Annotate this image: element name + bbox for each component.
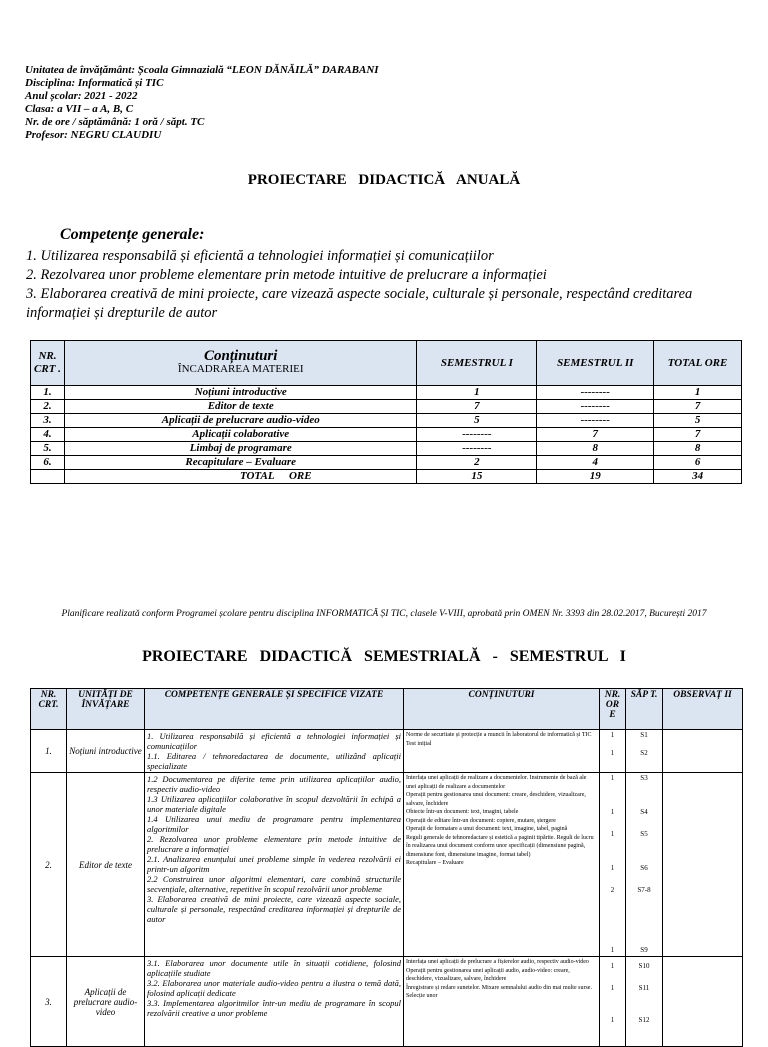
- discipline-line: Disciplina: Informatică și TIC: [25, 77, 164, 89]
- total-sem2: 19: [537, 470, 654, 484]
- competence-item: 1. Utilizarea responsabilă și eficientă a tehnologiei informației și comunicațiilor: [26, 248, 494, 264]
- row-unit: Editor de texte: [67, 773, 145, 957]
- row-competences: [145, 773, 404, 957]
- school-year-line: Anul școlar: 2021 - 2022: [25, 90, 138, 102]
- content-text: Norme de securitate și protecție a muncii în laboratorul de informatică și TIC: [406, 732, 592, 738]
- content-text: Înregistrare și redare sunetelor. Mixare semnalului audio din mai multe surse. Selecție unor: [406, 984, 592, 999]
- row-nr: 3.: [31, 957, 67, 1047]
- annual-table-header: [31, 341, 742, 386]
- content-text: Reguli generale de tehnoredactare și estetică a paginii tipărite. Reguli de lucru în realizarea unui document conform unor specificații (dimensiune pagină, dimensiune font, dimensiune imagine, format tabel): [406, 834, 594, 858]
- hours-value: 1: [610, 749, 615, 757]
- content-text: Interfața unei aplicații de realizare a documentelor. Instrumente de bază ale unei aplicații de realizare a documentelor: [406, 775, 587, 790]
- row-name: Noțiuni introductive: [64, 386, 417, 400]
- total-sem1: 15: [417, 470, 537, 484]
- content-text: Operații pentru gestionarea unui document: creare, deschidere, vizualizare, salvare, închidere: [406, 792, 586, 807]
- row-weeks: [626, 957, 663, 1047]
- row-total: 6: [654, 456, 742, 470]
- teacher-line: Profesor: NEGRU CLAUDIU: [25, 129, 162, 141]
- hours-value: 1: [610, 1016, 615, 1024]
- competence-text: 1. Utilizarea responsabilă și eficientă a tehnologiei informației și comunicațiilor: [147, 731, 401, 751]
- table-row: [31, 730, 743, 773]
- planning-note: Planificare realizată conform Programei școlare pentru disciplina INFORMATICĂ ȘI TIC, clasele V-VIII, aprobată prin OMEN Nr. 3393 din 28.02.2017, București 2017: [61, 609, 707, 619]
- hours-value: 2: [610, 886, 615, 894]
- competence-text: 1.1. Editarea / tehnoredactarea de documente, utilizând aplicații specializate: [147, 751, 401, 771]
- table-row: [31, 773, 743, 957]
- row-nr: 1.: [31, 386, 65, 400]
- annual-title: PROIECTARE DIDACTICĂ ANUALĂ: [247, 172, 521, 188]
- row-nr: 2.: [31, 773, 67, 957]
- table-row: [31, 428, 742, 442]
- table-row: [31, 400, 742, 414]
- table-row: [31, 442, 742, 456]
- week-value: S1: [640, 731, 648, 739]
- row-sem2: --------: [537, 400, 654, 414]
- general-competences-heading: Competențe generale:: [60, 226, 205, 243]
- school-line: Unitatea de învățământ: Școala Gimnazială “LEON DĂNĂILĂ” DARABANI: [25, 64, 379, 76]
- week-value: S10: [638, 962, 650, 970]
- annual-table: [30, 340, 742, 484]
- week-value: S2: [640, 749, 648, 757]
- row-observations: [663, 773, 743, 957]
- competence-text: 3.3. Implementarea algoritmilor într-un mediu de programare în scopul rezolvării creative a unor probleme: [147, 998, 401, 1018]
- document-header: [25, 64, 379, 142]
- hours-value: 1: [610, 946, 615, 954]
- content-text: Test inițial: [406, 740, 432, 747]
- content-text: Operații pentru gestionarea unei aplicații audio, audio-video: creare, deschidere, vizualizare, salvare, închidere: [406, 967, 570, 982]
- header-sem2: SEMESTRUL II: [537, 341, 654, 386]
- hours-value: 1: [610, 864, 615, 872]
- row-observations: [663, 730, 743, 773]
- row-sem2: --------: [537, 386, 654, 400]
- week-value: S6: [640, 864, 648, 872]
- hours-line: Nr. de ore / săptămână: 1 oră / săpt. TC: [25, 116, 205, 128]
- row-sem1: 2: [417, 456, 537, 470]
- content-text: Interfața unei aplicații de prelucrare a fișierelor audio, respectiv audio-video: [406, 959, 589, 965]
- competence-item: 2. Rezolvarea unor probleme elementare prin metode intuitive de prelucrare a informației: [26, 267, 547, 283]
- general-competences-list: [26, 247, 746, 323]
- content-text: Obiecte într-un document: text, imagini, tabele: [406, 809, 519, 815]
- header-week: SĂP T.: [626, 689, 663, 730]
- competence-text: 1.4 Utilizarea unui mediu de programare pentru implementarea algoritmilor: [147, 814, 401, 834]
- row-nr: 1.: [31, 730, 67, 773]
- competence-text: 1.3 Utilizarea aplicațiilor colaborative în scopul dezvoltării în echipă a unor materiale digitale: [147, 794, 401, 814]
- week-value: S12: [638, 1016, 650, 1024]
- row-competences: [145, 957, 404, 1047]
- row-name: Aplicații de prelucrare audio-video: [64, 414, 417, 428]
- competence-text: 2.2 Construirea unor algoritmi elementari, care combină structurile secvențiale, alternative, repetitive în scopul rezolvării unor probleme: [147, 874, 401, 894]
- week-value: S9: [640, 946, 648, 954]
- total-total: 34: [654, 470, 742, 484]
- semester-title: PROIECTARE DIDACTICĂ SEMESTRIALĂ - SEMESTRUL I: [142, 648, 626, 665]
- row-weeks: [626, 730, 663, 773]
- row-total: 1: [654, 386, 742, 400]
- row-hours: [600, 773, 626, 957]
- content-text: Recapitulare – Evaluare: [406, 860, 464, 866]
- week-value: S11: [638, 984, 650, 992]
- header-content: [64, 341, 417, 386]
- row-nr: 3.: [31, 414, 65, 428]
- hours-value: 1: [610, 962, 615, 970]
- row-sem1: --------: [417, 442, 537, 456]
- row-weeks: [626, 773, 663, 957]
- row-competences: [145, 730, 404, 773]
- header-unit: UNITĂȚI DE ÎNVĂȚARE: [67, 689, 145, 730]
- row-sem1: 5: [417, 414, 537, 428]
- competence-text: 3.2. Elaborarea unor materiale audio-video pentru a ilustra o temă dată, folosind aplicații dedicate: [147, 978, 401, 998]
- header-sem1: SEMESTRUL I: [417, 341, 537, 386]
- header-nr: NR. CRT .: [31, 341, 65, 386]
- row-content: [404, 730, 600, 773]
- row-sem2: 4: [537, 456, 654, 470]
- total-row: [31, 470, 742, 484]
- header-competences: COMPETENȚE GENERALE ȘI SPECIFICE VIZATE: [145, 689, 404, 730]
- header-total: TOTAL ORE: [654, 341, 742, 386]
- row-total: 7: [654, 428, 742, 442]
- competence-text: 3. Elaborarea creativă de mini proiecte, care vizează aspecte sociale, culturale și personale, respectând creditarea informației și drepturile de autor: [147, 894, 401, 924]
- header-content-subtitle: ÎNCADRAREA MATERIEI: [177, 363, 304, 375]
- competence-text: 2.1. Analizarea enunțului unei probleme simple în vederea rezolvării ei printr-un algoritm: [147, 854, 401, 874]
- hours-value: 1: [610, 808, 615, 816]
- row-nr: 4.: [31, 428, 65, 442]
- table-row: [31, 456, 742, 470]
- row-hours: [600, 957, 626, 1047]
- competence-item: 3. Elaborarea creativă de mini proiecte, care vizează aspecte sociale, culturale și personale, respectând creditarea informației și drepturile de autor: [26, 286, 693, 321]
- row-sem2: --------: [537, 414, 654, 428]
- row-observations: [663, 957, 743, 1047]
- row-unit: Noțiuni introductive: [67, 730, 145, 773]
- row-sem1: 7: [417, 400, 537, 414]
- hours-value: 1: [610, 830, 615, 838]
- row-unit: Aplicații de prelucrare audio-video: [67, 957, 145, 1047]
- hours-value: 1: [610, 731, 615, 739]
- row-nr: 5.: [31, 442, 65, 456]
- week-value: S7-8: [637, 886, 651, 894]
- class-line: Clasa: a VII – a A, B, C: [25, 103, 134, 115]
- row-content: [404, 957, 600, 1047]
- competence-text: 2. Rezolvarea unor probleme elementare prin metode intuitive de prelucrare a informației: [147, 834, 401, 854]
- header-nr: NR. CRT.: [31, 689, 67, 730]
- header-hours: NR. OR E: [600, 689, 626, 730]
- row-nr: 2.: [31, 400, 65, 414]
- row-name: Recapitulare – Evaluare: [64, 456, 417, 470]
- week-value: S4: [640, 808, 648, 816]
- row-sem1: --------: [417, 428, 537, 442]
- row-total: 5: [654, 414, 742, 428]
- row-sem1: 1: [417, 386, 537, 400]
- header-content-title: Conținuturi: [204, 348, 278, 364]
- row-total: 7: [654, 400, 742, 414]
- row-total: 8: [654, 442, 742, 456]
- row-name: Aplicații colaborative: [64, 428, 417, 442]
- row-name: Editor de texte: [64, 400, 417, 414]
- header-content: CONȚINUTURI: [404, 689, 600, 730]
- competence-text: 3.1. Elaborarea unor documente utile în situații cotidiene, folosind aplicațiile studiate: [147, 958, 401, 978]
- table-row: [31, 414, 742, 428]
- total-label: TOTAL ORE: [64, 470, 417, 484]
- hours-value: 1: [610, 774, 615, 782]
- row-name: Limbaj de programare: [64, 442, 417, 456]
- content-text: Operații de formatare a unui document: text, imagine, tabel, pagină: [406, 826, 568, 832]
- row-hours: [600, 730, 626, 773]
- row-sem2: 8: [537, 442, 654, 456]
- header-observations: OBSERVAȚ II: [663, 689, 743, 730]
- week-value: S5: [640, 830, 648, 838]
- semester-table-header: [31, 689, 743, 730]
- week-value: S3: [640, 774, 648, 782]
- competence-text: 1.2 Documentarea pe diferite teme prin utilizarea aplicațiilor audio, respectiv audio-video: [147, 774, 401, 794]
- content-text: Operații de editare într-un document: copiere, mutare, ștergere: [406, 817, 556, 824]
- row-nr: 6.: [31, 456, 65, 470]
- table-row: [31, 386, 742, 400]
- hours-value: 1: [610, 984, 615, 992]
- total-nr-empty: [31, 470, 65, 484]
- semester-table: [30, 688, 743, 1047]
- row-content: [404, 773, 600, 957]
- table-row: [31, 957, 743, 1047]
- row-sem2: 7: [537, 428, 654, 442]
